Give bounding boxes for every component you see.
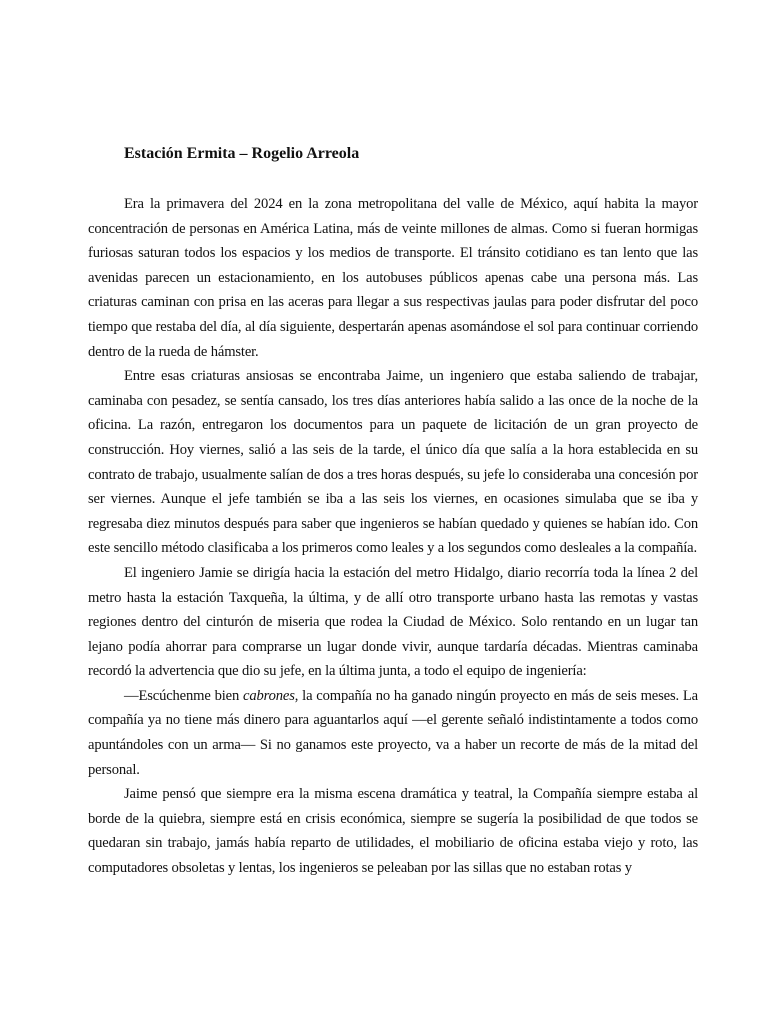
dialogue-start: —Escúchenme bien (124, 687, 244, 704)
paragraph-1: Era la primavera del 2024 en la zona metropolitana del valle de México, aquí habita la mayor concentración de personas en América Latina, más de veinte millones de almas. Como si fueran hormigas furiosas saturan todos los espacios y los medios de transporte. El tránsito cotidiano es tan lento que las avenidas parecen un estacionamiento, en los autobuses públicos apenas cabe una persona más. Las criaturas caminan con prisa en las aceras para llegar a sus respectivas jaulas para poder disfrutar del poco tiempo que restaba del día, al día siguiente, despertarán apenas asomándose el sol para continuar corriendo dentro de la rueda de hámster. (88, 196, 698, 360)
document-page (88, 143, 698, 881)
paragraph-dialogue (88, 684, 698, 782)
paragraph-2: Entre esas criaturas ansiosas se encontraba Jaime, un ingeniero que estaba saliendo de trabajar, caminaba con pesadez, se sentía cansado, los tres días anteriores había salido a las once de la noche de la oficina. La razón, entregaron los documentos para un paquete de licitación de un gran proyecto de construcción. Hoy viernes, salió a las seis de la tarde, el único día que salía a la hora establecida en su contrato de trabajo, usualmente salían de dos a tres horas después, su jefe lo consideraba una concesión por ser viernes. Aunque el jefe también se iba a las seis los viernes, en ocasiones simulaba que se iba y regresaba diez minutos después para saber que ingenieros se habían quedado y quienes se habían ido. Con este sencillo método clasificaba a los primeros como leales y a los segundos como desleales a la compañía. (88, 368, 698, 557)
paragraph-3: El ingeniero Jamie se dirigía hacia la estación del metro Hidalgo, diario recorría toda la línea 2 del metro hasta la estación Taxqueña, la última, y de allí otro transporte urbano hasta las remotas y vastas regiones dentro del cinturón de miseria que rodea la Ciudad de México. Solo rentando en un lugar tan lejano podía ahorrar para comprarse un lugar donde vivir, aunque tardaría décadas. Mientras caminaba recordó la advertencia que dio su jefe, en la última junta, a todo el equipo de ingeniería: (88, 564, 698, 680)
dialogue-rest: , la compañía no ha ganado ningún proyecto en más de seis meses. La compañía ya no tiene más dinero para aguantarlos aquí —el gerente señaló indistintamente a todos como apuntándoles con un arma— Si no ganamos este proyecto, va a haber un recorte de más de la mitad del personal. (88, 687, 698, 778)
document-title: Estación Ermita – Rogelio Arreola (124, 145, 360, 162)
dialogue-emphasis: cabrones (243, 687, 295, 704)
paragraph-5: Jaime pensó que siempre era la misma escena dramática y teatral, la Compañía siempre estaba al borde de la quiebra, siempre está en crisis económica, siempre se sugería la posibilidad de que todos se quedaran sin trabajo, jamás había reparto de utilidades, el mobiliario de oficina estaba viejo y roto, las computadores obsoletas y lentas, los ingenieros se peleaban por las sillas que no estaban rotas y (88, 786, 698, 877)
